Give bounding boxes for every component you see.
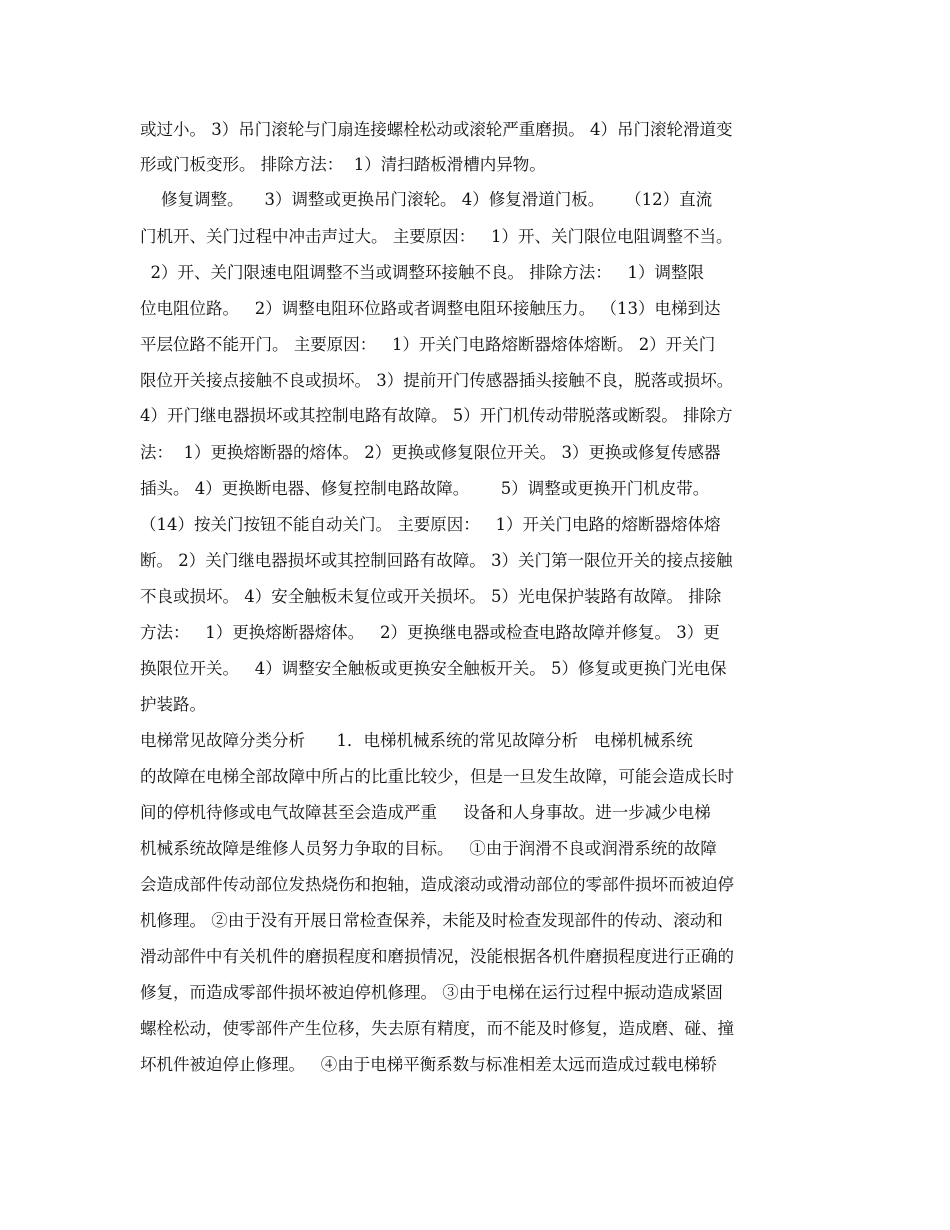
text-line: 滑动部件中有关机件的磨损程度和磨损情况，没能根据各机件磨损程度进行正确的 (140, 947, 734, 966)
text-line: 不良或损坏。 4）安全触板未复位或开关损坏。 5）光电保护装路有故障。 排除 (140, 587, 722, 606)
text-line: 法： 1）更换熔断器的熔体。 2）更换或修复限位开关。 3）更换或修复传感器 (140, 443, 721, 462)
text-line: 2）开、关门限速电阻调整不当或调整环接触不良。 排除方法： 1）调整限 (140, 263, 704, 282)
text-line: 4）开门继电器损坏或其控制电路有故障。 5）开门机传动带脱落或断裂。 排除方 (140, 406, 733, 425)
text-line: （14）按关门按钮不能自动关门。 主要原因： 1）开关门电路的熔断器熔体熔 (140, 515, 721, 534)
section-heading-line: 电梯常见故障分类分析 1．电梯机械系统的常见故障分析 电梯机械系统 (140, 731, 693, 750)
text-line: 螺栓松动，使零部件产生位移，失去原有精度，而不能及时修复，造成磨、碰、撞 (140, 1019, 734, 1038)
text-line: 坏机件被迫停止修理。 ④由于电梯平衡系数与标准相差太远而造成过载电梯轿 (140, 1055, 717, 1074)
text-line: 的故障在电梯全部故障中所占的比重比较少，但是一旦发生故障，可能会造成长时 (140, 767, 734, 786)
text-line: 机械系统故障是维修人员努力争取的目标。 ①由于润滑不良或润滑系统的故障 (140, 839, 717, 858)
text-line: 形或门板变形。 排除方法： 1）清扫踏板滑槽内异物。 (140, 155, 546, 174)
text-line: 修复调整。 3）调整或更换吊门滚轮。 4）修复滑道门板。 （12）直流 (140, 190, 713, 209)
text-line: 修复，而造成零部件损坏被迫停机修理。 ③由于电梯在运行过程中振动造成紧固 (140, 983, 723, 1002)
text-line: 换限位开关。 4）调整安全触板或更换安全触板开关。 5）修复或更换门光电保 (140, 659, 727, 678)
text-line: 机修理。 ②由于没有开展日常检查保养，未能及时检查发现部件的传动、滚动和 (140, 911, 723, 930)
text-line: 或过小。 3）吊门滚轮与门扇连接螺栓松动或滚轮严重磨损。 4）吊门滚轮滑道变 (140, 120, 733, 139)
text-line: 间的停机待修或电气故障甚至会造成严重 设备和人身事故。进一步减少电梯 (140, 803, 711, 822)
text-line: 断。 2）关门继电器损坏或其控制回路有故障。 3）关门第一限位开关的接点接触 (140, 551, 733, 570)
text-line: 方法： 1）更换熔断器熔体。 2）更换继电器或检查电路故障并修复。 3）更 (140, 623, 720, 642)
text-line: 护装路。 (140, 695, 206, 714)
text-line: 平层位路不能开门。 主要原因： 1）开关门电路熔断器熔体熔断。 2）开关门 (140, 335, 716, 354)
text-line: 门机开、关门过程中冲击声过大。 主要原因： 1）开、关门限位电阻调整不当。 (140, 227, 733, 246)
text-line: 插头。 4）更换断电器、修复控制电路故障。 5）调整或更换开门机皮带。 (140, 479, 710, 498)
text-line: 位电阻位路。 2）调整电阻环位路或者调整电阻环接触压力。 （13）电梯到达 (140, 299, 721, 318)
text-line: 限位开关接点接触不良或损坏。 3）提前开门传感器插头接触不良，脱落或损坏。 (140, 371, 734, 390)
text-line: 会造成部件传动部位发热烧伤和抱轴，造成滚动或滑动部位的零部件损坏而被迫停 (140, 875, 734, 894)
